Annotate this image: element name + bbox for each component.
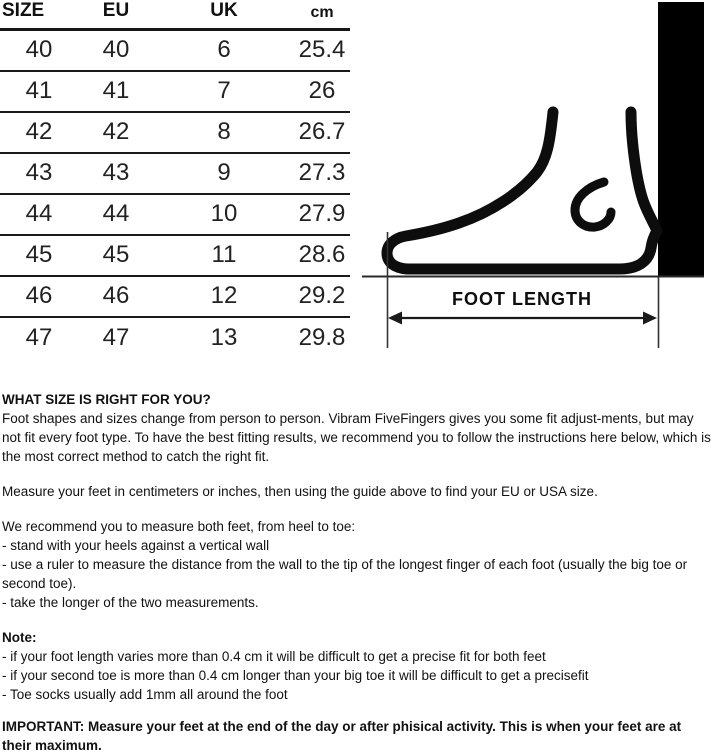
table-cell: 13 bbox=[210, 323, 238, 351]
list-item: - if your second toe is more than 0.4 cm longer than your big toe it will be difficult to get a precisefit bbox=[2, 668, 589, 683]
table-cell: 8 bbox=[154, 112, 294, 153]
table-row bbox=[0, 112, 350, 153]
foot-outline-shape bbox=[387, 112, 657, 269]
table-cell: 10 bbox=[154, 194, 294, 235]
table-cell: 27.9 bbox=[294, 194, 350, 235]
table-cell: 45 bbox=[0, 235, 78, 276]
foot-length-label: FOOT LENGTH bbox=[452, 289, 592, 309]
list-item: - Toe socks usually add 1mm all around the foot bbox=[2, 687, 288, 702]
foot-measure-diagram bbox=[350, 0, 704, 360]
table-cell: 42 bbox=[78, 112, 154, 153]
table-cell: 9 bbox=[154, 153, 294, 194]
table-cell: 26 bbox=[294, 71, 350, 112]
top-section bbox=[0, 0, 714, 360]
table-cell: 28.6 bbox=[294, 235, 350, 276]
list-item: - stand with your heels against a vertical wall bbox=[2, 538, 270, 553]
table-cell: 7 bbox=[154, 71, 294, 112]
recommend-intro: We recommend you to measure both feet, from heel to toe: bbox=[2, 519, 356, 534]
table-row bbox=[0, 317, 350, 358]
table-cell: 44 bbox=[0, 194, 78, 235]
note-block bbox=[2, 628, 711, 704]
arrow-right-head-icon bbox=[643, 312, 657, 325]
table-cell: 29.8 bbox=[298, 323, 346, 351]
table-cell: 25.4 bbox=[294, 30, 350, 71]
table-row bbox=[0, 153, 350, 194]
ankle-mark-shape bbox=[575, 182, 611, 227]
recommend-block bbox=[2, 517, 711, 612]
table-cell: 29.2 bbox=[294, 276, 350, 317]
table-row bbox=[0, 194, 350, 235]
table-cell: 47 bbox=[25, 323, 53, 351]
table-row bbox=[0, 30, 350, 71]
table-row bbox=[0, 276, 350, 317]
table-cell: 41 bbox=[0, 71, 78, 112]
table-header-row bbox=[0, 0, 350, 30]
intro-paragraph: Foot shapes and sizes change from person to person. Vibram FiveFingers gives you some fit adjust-ments, but may not fit every foot type. To have the best fitting results, we recommend you to follow the instructions here below, which is the most correct method to catch the right fit. bbox=[2, 411, 711, 464]
list-item: - if your foot length varies more than 0.4 cm it will be difficult to get a precise fit for both feet bbox=[2, 649, 546, 664]
table-cell: 12 bbox=[154, 276, 294, 317]
table-cell: 27.3 bbox=[294, 153, 350, 194]
table-cell: 44 bbox=[78, 194, 154, 235]
table-cell: 41 bbox=[78, 71, 154, 112]
table-cell: 6 bbox=[154, 30, 294, 71]
table-row bbox=[0, 71, 350, 112]
table-cell: 40 bbox=[0, 30, 78, 71]
table-cell: 43 bbox=[78, 153, 154, 194]
table-cell: 42 bbox=[0, 112, 78, 153]
table-cell: 46 bbox=[0, 276, 78, 317]
col-header-eu: EU bbox=[78, 0, 154, 30]
measure-paragraph: Measure your feet in centimeters or inches, then using the guide above to find your EU or USA size. bbox=[2, 484, 598, 499]
table-cell: 46 bbox=[78, 276, 154, 317]
col-header-uk: UK bbox=[154, 0, 294, 30]
col-header-size: SIZE bbox=[0, 0, 78, 30]
table-cell: 47 bbox=[102, 323, 130, 351]
important-note: IMPORTANT: Measure your feet at the end of the day or after phisical activity. This is when your feet are at their maximum. bbox=[2, 719, 682, 753]
size-table bbox=[0, 0, 350, 358]
note-heading: Note: bbox=[2, 630, 37, 645]
list-item: - use a ruler to measure the distance from the wall to the tip of the longest finger of each foot (usually the big toe or second toe). bbox=[2, 557, 688, 591]
table-cell: 40 bbox=[78, 30, 154, 71]
table-cell: 11 bbox=[154, 235, 294, 276]
table-cell: 26.7 bbox=[294, 112, 350, 153]
instructions-section bbox=[0, 390, 714, 755]
table-cell: 45 bbox=[78, 235, 154, 276]
list-item: - take the longer of the two measurements. bbox=[2, 595, 259, 610]
wall-shape bbox=[658, 2, 704, 277]
section-heading: WHAT SIZE IS RIGHT FOR YOU? bbox=[2, 392, 211, 407]
col-header-cm: cm bbox=[294, 0, 350, 30]
table-cell: 43 bbox=[0, 153, 78, 194]
size-table-body bbox=[0, 30, 350, 358]
foot-diagram-svg bbox=[350, 0, 704, 360]
table-row bbox=[0, 235, 350, 276]
arrow-left-head-icon bbox=[388, 312, 402, 325]
